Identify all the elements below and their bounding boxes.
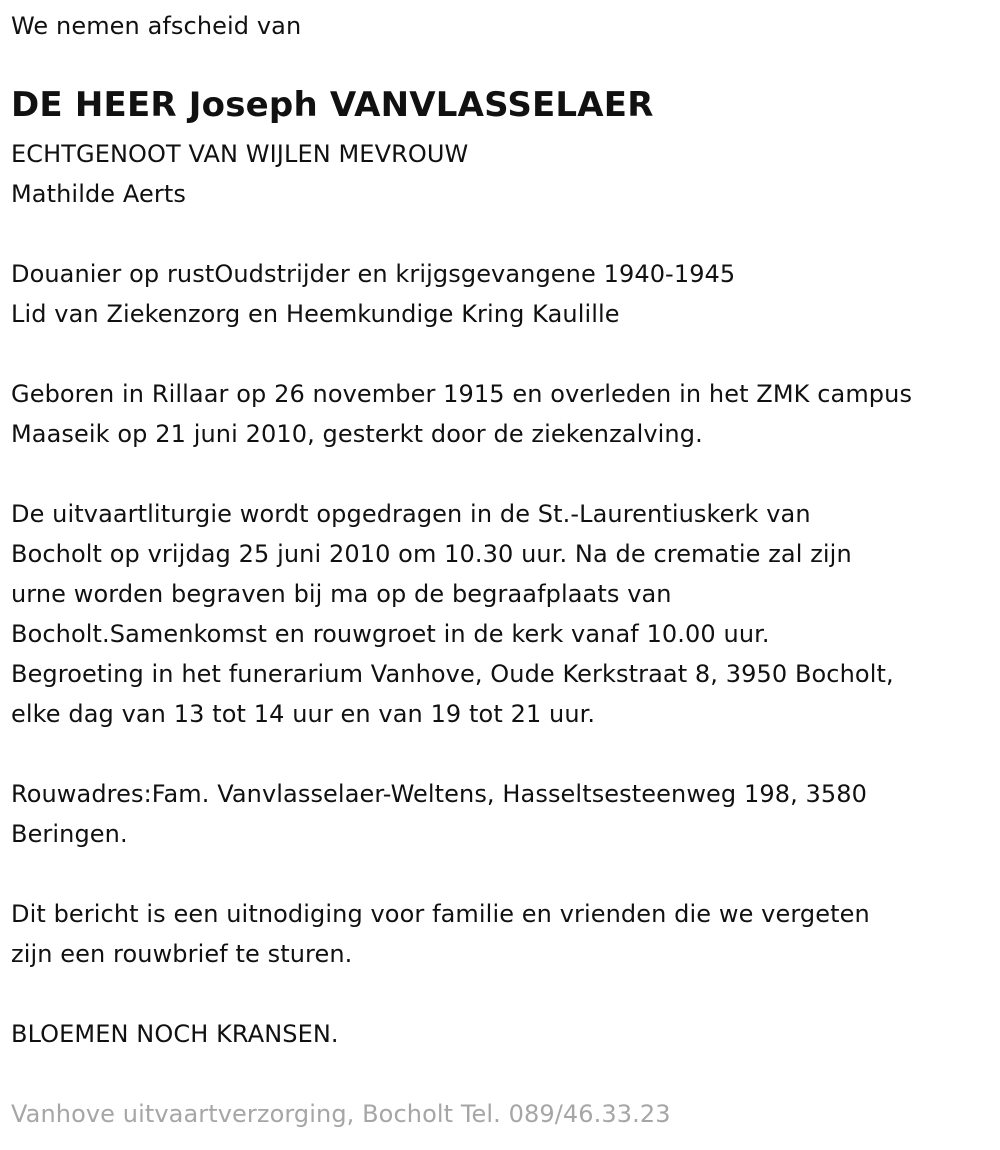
flowers-section: [11, 1014, 339, 1054]
mourning-address-line: Beringen.: [11, 820, 128, 848]
funeral-line: De uitvaartliturgie wordt opgedragen in de St.-Laurentiuskerk van: [11, 500, 811, 528]
career-section: [11, 254, 735, 334]
funeral-line: Begroeting in het funerarium Vanhove, Oude Kerkstraat 8, 3950 Bocholt,: [11, 660, 894, 688]
spouse-section: [11, 134, 468, 214]
funeral-line: Bocholt op vrijdag 25 juni 2010 om 10.30 uur. Na de crematie zal zijn: [11, 540, 852, 568]
funeral-line: elke dag van 13 tot 14 uur en van 19 tot 21 uur.: [11, 700, 596, 728]
flowers-notice: BLOEMEN NOCH KRANSEN.: [11, 1020, 339, 1048]
spouse-name: Mathilde Aerts: [11, 180, 186, 208]
membership-line: Lid van Ziekenzorg en Heemkundige Kring Kaulille: [11, 300, 620, 328]
invitation-section: [11, 894, 870, 974]
birth-death-line: Geboren in Rillaar op 26 november 1915 en overleden in het ZMK campus: [11, 380, 913, 408]
invitation-line: Dit bericht is een uitnodiging voor familie en vrienden die we vergeten: [11, 900, 870, 928]
birth-death-line: Maaseik op 21 juni 2010, gesterkt door de ziekenzalving.: [11, 420, 703, 448]
deceased-name: DE HEER Joseph VANVLASSELAER: [11, 85, 654, 125]
funeral-line: urne worden begraven bij ma op de begraafplaats van: [11, 580, 672, 608]
funeral-section: [11, 494, 894, 734]
invitation-line: zijn een rouwbrief te sturen.: [11, 940, 353, 968]
mourning-address-section: [11, 774, 867, 854]
career-line: Douanier op rustOudstrijder en krijgsgevangene 1940-1945: [11, 260, 736, 288]
mourning-address-line: Rouwadres:Fam. Vanvlasselaer-Weltens, Hasseltsesteenweg 198, 3580: [11, 780, 868, 808]
birth-death-section: [11, 374, 912, 454]
intro-text: We nemen afscheid van: [11, 12, 302, 40]
funeral-home-contact: Vanhove uitvaartverzorging, Bocholt Tel. 089/46.33.23: [11, 1100, 671, 1128]
spouse-title: ECHTGENOOT VAN WIJLEN MEVROUW: [11, 140, 469, 168]
footer-section: [11, 1094, 671, 1134]
funeral-line: Bocholt.Samenkomst en rouwgroet in de kerk vanaf 10.00 uur.: [11, 620, 770, 648]
